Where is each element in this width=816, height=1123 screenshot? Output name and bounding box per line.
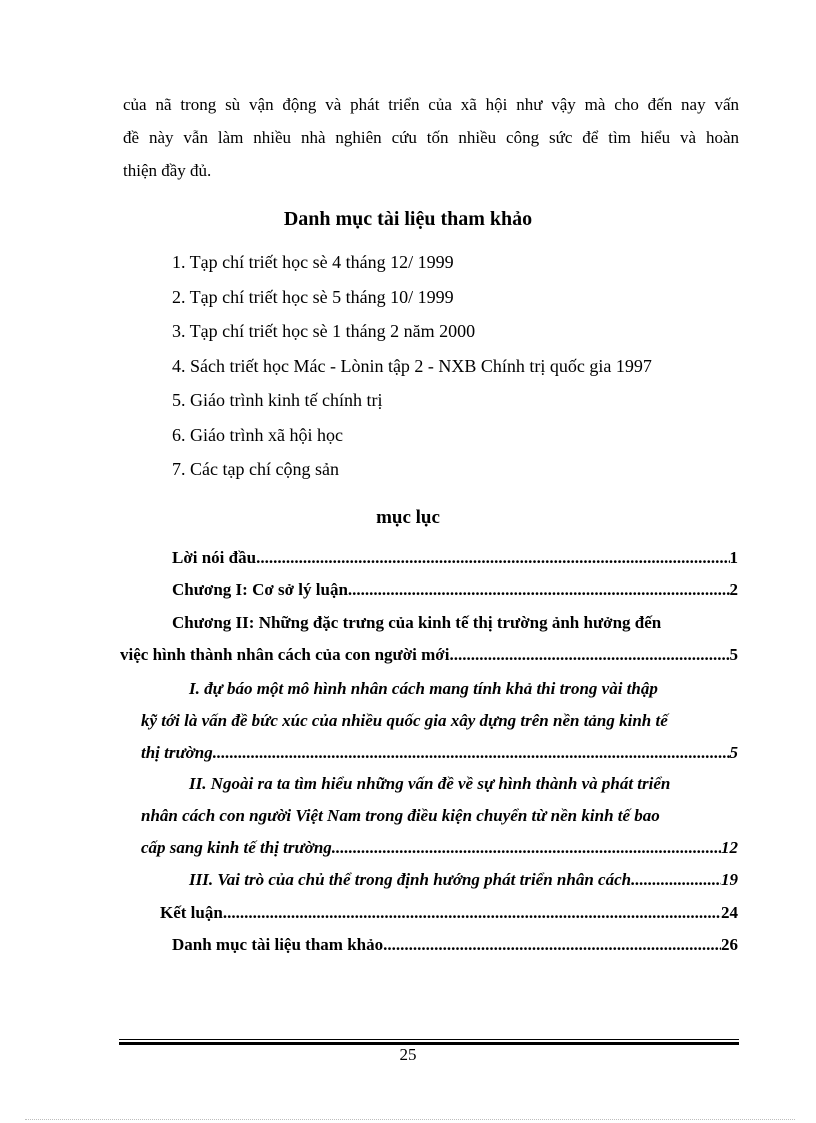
toc-page-number: 5: [729, 743, 738, 762]
toc-leader-dots: [449, 639, 729, 671]
toc-entry-text: Chương II: Những đặc trưng của kinh tế thị trường ảnh hưởng đến: [172, 613, 662, 632]
reference-item: 1. Tạp chí triết học sè 4 tháng 12/ 1999: [172, 252, 454, 272]
toc-entry-text: III. Vai trò của chủ thể trong định hướng phát triển nhân cách: [189, 870, 632, 889]
reference-item: 2. Tạp chí triết học sè 5 tháng 10/ 1999: [172, 286, 454, 307]
toc-entry-muc-3[interactable]: [189, 864, 738, 896]
toc-page-number: 5: [729, 645, 738, 664]
toc-page-number: 1: [729, 548, 738, 567]
toc-entry-text: cấp sang kinh tế thị trường: [141, 838, 332, 857]
toc-entry-text: kỹ tới là vấn đề bức xúc của nhiều quốc gia xây dựng trên nền tảng kinh tế: [141, 711, 668, 730]
toc-entry-ket-luan[interactable]: [160, 897, 738, 929]
reference-item: 6. Giáo trình xã hội học: [172, 424, 343, 445]
toc-leader-dots: [256, 542, 729, 574]
intro-line-2: đề này vẫn làm nhiều nhà nghiên cứu tốn nhiều công sức để tìm hiểu và hoàn: [123, 128, 739, 147]
intro-line-1: của nã trong sù vận động và phát triển của xã hội như vậy mà cho đến nay vấn: [123, 95, 739, 114]
toc-entry-loi-noi-dau[interactable]: [172, 542, 738, 574]
page-number: 25: [399, 1045, 417, 1064]
toc-leader-dots: [631, 864, 721, 896]
toc-entry-muc-1[interactable]: [141, 673, 738, 769]
toc-entry-text: Lời nói đầu: [172, 548, 257, 567]
toc-entry-text: II. Ngoài ra ta tìm hiểu những vấn đề về sự hình thành và phát triển: [189, 774, 671, 793]
toc-entry-text: Danh mục tài liệu tham khảo: [172, 935, 384, 954]
page-bottom-divider: [25, 1119, 795, 1120]
reference-item: 5. Giáo trình kinh tế chính trị: [172, 390, 383, 410]
toc-leader-dots: [348, 574, 730, 606]
toc-leader-dots: [332, 832, 721, 864]
toc-entry-chuong-1[interactable]: [172, 574, 738, 606]
toc-page-number: 24: [721, 903, 738, 922]
reference-item: 4. Sách triết học Mác - Lònin tập 2 - NXB Chính trị quốc gia 1997: [172, 355, 652, 376]
toc-page-number: 19: [721, 870, 738, 889]
toc-page-number: 12: [721, 838, 738, 857]
toc-entry-text: I. đự báo một mô hình nhân cách mang tính khả thi trong vài thập: [189, 679, 658, 698]
toc-leader-dots: [213, 737, 730, 769]
toc-entry-tai-lieu[interactable]: [172, 929, 738, 961]
reference-item: 3. Tạp chí triết học sè 1 tháng 2 năm 2000: [172, 321, 476, 341]
toc-entry-chuong-2[interactable]: [120, 607, 738, 671]
intro-paragraph: [123, 88, 739, 187]
intro-line-3: thiện đầy đủ.: [123, 161, 212, 180]
toc-entry-text: Kết luận: [160, 903, 223, 922]
references-list: [172, 245, 652, 487]
toc-entry-text: việc hình thành nhân cách của con người mới: [120, 645, 450, 664]
toc-title: mục lục: [376, 507, 440, 528]
toc-leader-dots: [223, 897, 721, 929]
toc-entry-text: nhân cách con người Việt Nam trong điều kiện chuyển từ nền kinh tế bao: [141, 806, 660, 825]
toc-entry-text: thị trường: [141, 743, 213, 762]
toc-entry-muc-2[interactable]: [141, 768, 738, 864]
toc-entry-text: Chương I: Cơ sở lý luận: [172, 580, 348, 599]
toc-page-number: 26: [721, 935, 738, 954]
reference-item: 7. Các tạp chí cộng sản: [172, 459, 339, 479]
toc-page-number: 2: [729, 580, 738, 599]
toc-leader-dots: [383, 929, 721, 961]
references-title: Danh mục tài liệu tham khảo: [283, 208, 533, 230]
